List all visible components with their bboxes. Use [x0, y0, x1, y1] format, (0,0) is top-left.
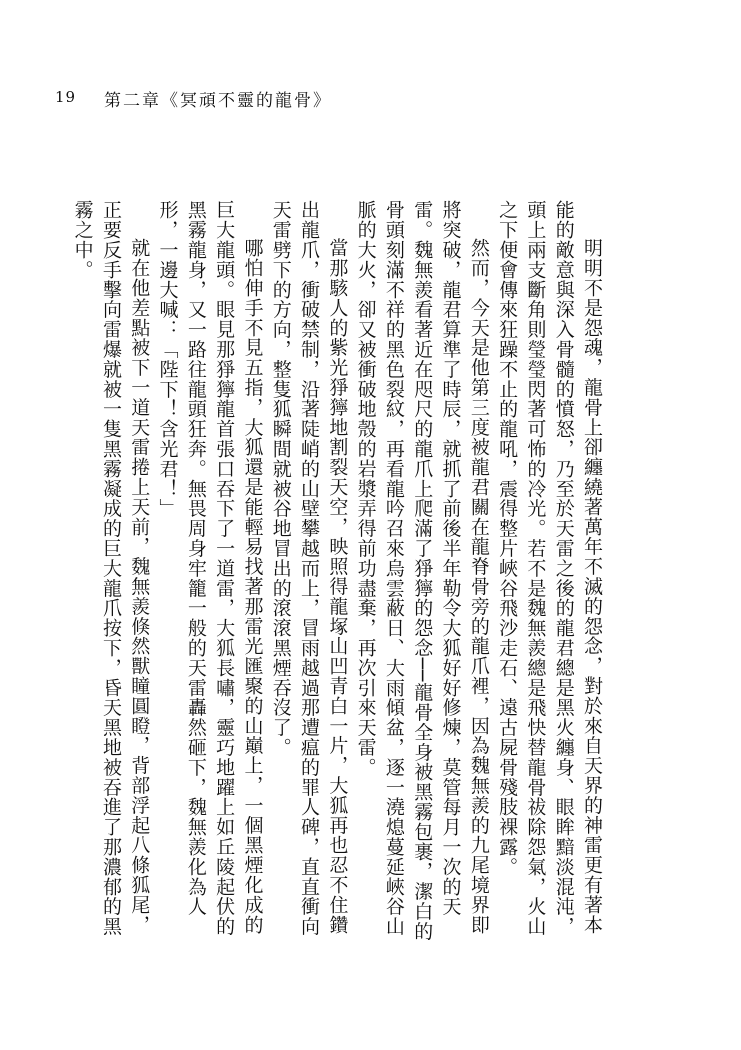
paragraph: 明明不是怨魂，龍骨上卻纏繞著萬年不滅的怨念，對於來自天界的神雷更有著本能的敵意與深入骨髓的憤怒，乃至於天雷之後的龍君總是黑火纏身、眼眸黯淡混沌，頭上兩支斷角則瑩瑩閃著可怖的冷光。若不是魏無羨總是飛快替龍骨祓除怨氣，火山之下便會傳來狂躁不止的龍吼，震得整片峽谷飛沙走石、遠古屍骨殘肢裸露。: [496, 200, 603, 937]
chapter-title: 第二章《冥頑不靈的龍骨》: [104, 91, 332, 111]
paragraph: 就在他差點被下一道天雷捲上天前，魏無羨倏然獸瞳圓瞪，背部浮起八條狐尾，正要反手擊向雷爆就被一隻黑霧凝成的巨大龍爪按下，昏天黑地被吞進了那濃郁的黑霧之中。: [71, 200, 151, 937]
paragraph: 當那駭人的紫光猙獰地割裂天空，映照得龍塚山凹青白一片，大狐再也忍不住鑽出龍爪，衝破禁制，沿著陡峭的山壁攀越而上，冒雨越過那遭瘟的罪人碑，直直衝向天雷劈下的方向，整隻狐瞬間就被谷地冒出的滾滾黑煙吞沒了。: [269, 200, 349, 937]
paragraph: 然而，今天是他第三度被龍君關在龍脊骨旁的龍爪裡，因為魏無羨的九尾境界即將突破，龍君算準了時辰，就抓了前後半年勒令大狐好好修煉，莫管每月一次的天雷。魏無羨看著近在咫尺的龍爪上爬滿了猙獰的怨念──龍骨全身被黑霧包裹，潔白的骨頭刻滿不祥的黑色裂紋，再看龍吟召來烏雲蔽日、大雨傾盆，逐一澆熄蔓延峽谷山脈的大火，卻又被衝破地殼的岩漿弄得前功盡棄，再次引來天雷。: [354, 200, 490, 942]
page-number: 19: [55, 88, 77, 106]
paragraph: 哪怕伸手不見五指，大狐還是能輕易找著那雷光匯聚的山巔上，一個黑煙化成的巨大龍頭。眼見那猙獰龍首張口吞下了一道雷，大狐長嘯，靈巧地躍上如丘陵起伏的黑霧龍身，又一路往龍頭狂奔。無畏周身牢籠一般的天雷轟然砸下，魏無羨化為人形，一邊大喊：「陛下！含光君！」: [156, 200, 264, 937]
body-text: [71, 200, 606, 945]
